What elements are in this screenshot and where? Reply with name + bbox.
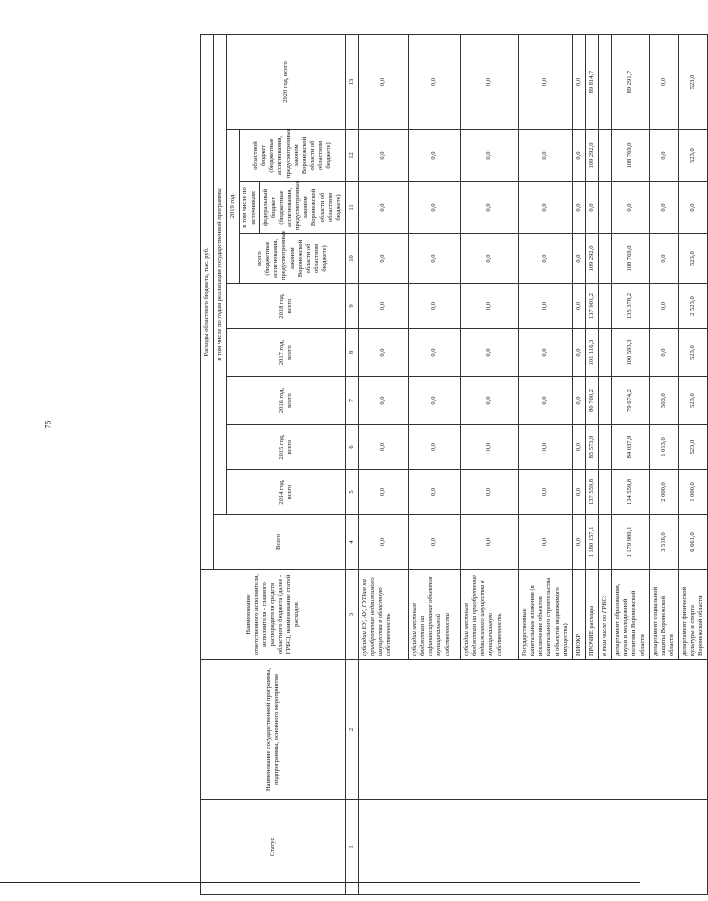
cell-value: 84 037,9 — [612, 425, 650, 470]
column-number: 1 — [345, 800, 358, 895]
cell-value: 0,0 — [612, 182, 650, 234]
cell-value: 0,0 — [519, 425, 573, 470]
cell-value: 523,0 — [679, 425, 708, 470]
cell-value: 0,0 — [679, 182, 708, 234]
cell-value — [599, 234, 612, 284]
column-number: 8 — [345, 329, 358, 377]
column-number: 2 — [345, 660, 358, 800]
cell-value: 523,0 — [679, 234, 708, 284]
budget-table — [200, 34, 708, 895]
cell-value — [599, 515, 612, 570]
cell-value: 0,0 — [461, 425, 519, 470]
cell-value: 0,0 — [461, 130, 519, 182]
cell-value: 109 292,0 — [585, 234, 598, 284]
column-number: 11 — [345, 182, 358, 234]
cell-value: 3 516,0 — [649, 515, 678, 570]
cell-value: 2 000,0 — [649, 470, 678, 515]
cell-value: 6 661,0 — [679, 515, 708, 570]
cell-value: 0,0 — [409, 329, 461, 377]
header-expenses: Расходы областного бюджета, тыс. руб. — [201, 34, 214, 569]
cell-value: 523,0 — [679, 329, 708, 377]
cell-value: 0,0 — [359, 234, 409, 284]
cell-value: 0,0 — [649, 130, 678, 182]
cell-value: 100 593,3 — [612, 329, 650, 377]
column-number: 10 — [345, 234, 358, 284]
cell-value — [599, 130, 612, 182]
header-federal-label: федеральный бюджет (бюджетные ассигнования, предусмотренные законом Воронежской области об областном бюджете) — [261, 180, 342, 230]
row-label: департамент образования, науки и молодежной политики Воронежской области — [612, 570, 650, 660]
cell-value: 89 291,7 — [612, 34, 650, 129]
header-2015: 2015 год, всего — [227, 425, 346, 470]
table-row — [359, 34, 409, 894]
cell-value: 0,0 — [585, 182, 598, 234]
header-2019-total: всего (бюджетные ассигнования, предусмотренные законом Воронежской области об областном бюджете) — [240, 234, 346, 284]
cell-value: 85 573,9 — [585, 425, 598, 470]
cell-value: 0,0 — [572, 182, 585, 234]
header-2019: 2019 год — [227, 130, 240, 284]
cell-value: 0,0 — [519, 284, 573, 329]
cell-value: 1 000,0 — [679, 470, 708, 515]
cell-value: 0,0 — [519, 130, 573, 182]
cell-value: 0,0 — [359, 377, 409, 425]
cell-value: 0,0 — [572, 425, 585, 470]
cell-value: 1 179 980,1 — [612, 515, 650, 570]
cell-value: 80 700,2 — [585, 377, 598, 425]
cell-value: 0,0 — [649, 284, 678, 329]
header-2019-regional: областной бюджет (бюджетные ассигнования, предусмотренные законом Воронежской области об областном бюджете) — [240, 130, 346, 182]
row-label: субсидии местным бюджетам на приобретение недвижимого имущества в муниципальную собственность — [461, 570, 519, 660]
cell-value: 89 814,7 — [585, 34, 598, 129]
cell-value: 0,0 — [461, 182, 519, 234]
cell-value: 0,0 — [519, 515, 573, 570]
cell-value: 523,0 — [679, 130, 708, 182]
cell-value: 1 180 157,1 — [585, 515, 598, 570]
cell-value: 0,0 — [461, 515, 519, 570]
cell-value: 137 901,2 — [585, 284, 598, 329]
row-label: субсидии ЕУ, АУ, ГУПам на приобретение недвижимого имущества в областную собственность — [359, 570, 409, 660]
status-cell — [359, 800, 708, 895]
header-executor: Наименование ответственного исполнителя, исполнителя - главного распорядителя средств областного бюджета (далее - ГРБС), наименование статей расходов — [201, 570, 346, 660]
cell-value: 0,0 — [572, 130, 585, 182]
column-number: 12 — [345, 130, 358, 182]
row-label: субсидии местным бюджетам на софинансирование объектов муниципальной собственности — [409, 570, 461, 660]
cell-value: 0,0 — [461, 470, 519, 515]
column-number: 6 — [345, 425, 358, 470]
cell-value: 0,0 — [359, 284, 409, 329]
row-label: НИОКР — [572, 570, 585, 660]
program-name-cell — [359, 660, 708, 800]
row-label: в том числе по ГРБС: — [599, 570, 612, 660]
cell-value: 0,0 — [409, 377, 461, 425]
cell-value: 79 674,2 — [612, 377, 650, 425]
column-number: 3 — [345, 570, 358, 660]
cell-value: 0,0 — [572, 377, 585, 425]
cell-value: 0,0 — [572, 470, 585, 515]
column-number: 4 — [345, 515, 358, 570]
cell-value: 101 116,3 — [585, 329, 598, 377]
cell-value: 134 559,8 — [612, 470, 650, 515]
cell-value: 0,0 — [359, 515, 409, 570]
cell-value: 0,0 — [359, 425, 409, 470]
header-2018: 2018 год, всего — [227, 284, 346, 329]
header-program-name: Наименование государственной программы, подпрограммы, основного мероприятия — [201, 660, 346, 800]
cell-value: 503,0 — [649, 377, 678, 425]
cell-value: 0,0 — [649, 234, 678, 284]
header-2019-federal — [240, 182, 346, 234]
row-label: департамент социальной защиты Воронежской области — [649, 570, 678, 660]
cell-value: 0,0 — [572, 34, 585, 129]
row-label: Государственные капитальные вложения (в исключение объектов капитального строительства и объектов недвижимого имущества) — [519, 570, 573, 660]
cell-value: 2 523,0 — [679, 284, 708, 329]
cell-value: 0,0 — [359, 470, 409, 515]
column-number: 7 — [345, 377, 358, 425]
cell-value: 0,0 — [519, 234, 573, 284]
cell-value: 0,0 — [461, 329, 519, 377]
cell-value: 523,0 — [679, 34, 708, 129]
cell-value: 109 292,0 — [585, 130, 598, 182]
cell-value — [599, 182, 612, 234]
cell-value: 0,0 — [572, 234, 585, 284]
cell-value: 137 559,8 — [585, 470, 598, 515]
cell-value: 0,0 — [572, 284, 585, 329]
column-number-row — [345, 34, 358, 894]
cell-value: 0,0 — [461, 234, 519, 284]
cell-value: 0,0 — [359, 34, 409, 129]
cell-value: 135 378,2 — [612, 284, 650, 329]
cell-value: 0,0 — [461, 34, 519, 129]
header-in-sources: в том числе по источникам: — [240, 182, 259, 233]
cell-value: 0,0 — [359, 329, 409, 377]
cell-value: 0,0 — [519, 470, 573, 515]
cell-value: 0,0 — [572, 329, 585, 377]
cell-value — [599, 425, 612, 470]
cell-value: 0,0 — [649, 182, 678, 234]
cell-value: 0,0 — [519, 329, 573, 377]
cell-value: 0,0 — [409, 470, 461, 515]
cell-value — [599, 284, 612, 329]
cell-value: 108 769,0 — [612, 130, 650, 182]
budget-table-page — [200, 35, 705, 895]
cell-value: 523,0 — [679, 377, 708, 425]
cell-value: 108 769,0 — [612, 234, 650, 284]
cell-value: 0,0 — [409, 130, 461, 182]
cell-value: 0,0 — [409, 182, 461, 234]
header-2016: 2016 год, всего — [227, 377, 346, 425]
page-bottom-rule — [0, 882, 640, 883]
cell-value — [599, 377, 612, 425]
cell-value: 0,0 — [409, 234, 461, 284]
cell-value: 1 013,0 — [649, 425, 678, 470]
header-status: Статус — [201, 800, 346, 895]
cell-value: 0,0 — [359, 182, 409, 234]
row-label: ПРОЧИЕ расходы — [585, 570, 598, 660]
cell-value: 0,0 — [359, 130, 409, 182]
column-number: 9 — [345, 284, 358, 329]
cell-value: 0,0 — [461, 377, 519, 425]
cell-value: 0,0 — [409, 425, 461, 470]
header-total: Всего — [214, 515, 346, 570]
cell-value: 0,0 — [461, 284, 519, 329]
cell-value: 0,0 — [519, 34, 573, 129]
header-2014: 2014 год, всего — [227, 470, 346, 515]
cell-value: 0,0 — [649, 34, 678, 129]
cell-value — [599, 34, 612, 129]
cell-value: 0,0 — [519, 182, 573, 234]
row-label: департамент физической культуры и спорта Воронежской области — [679, 570, 708, 660]
column-number: 13 — [345, 34, 358, 129]
cell-value — [599, 329, 612, 377]
column-number: 5 — [345, 470, 358, 515]
page-number: 75 — [43, 420, 53, 429]
cell-value: 0,0 — [409, 284, 461, 329]
cell-value — [599, 470, 612, 515]
header-2017: 2017 год, всего — [227, 329, 346, 377]
cell-value: 0,0 — [572, 515, 585, 570]
cell-value: 0,0 — [409, 515, 461, 570]
cell-value: 0,0 — [649, 329, 678, 377]
cell-value: 0,0 — [409, 34, 461, 129]
header-2020: 2020 год, всего — [227, 34, 346, 129]
cell-value: 0,0 — [519, 377, 573, 425]
header-by-years: в том числе по годам реализации государственной программы — [214, 34, 227, 514]
